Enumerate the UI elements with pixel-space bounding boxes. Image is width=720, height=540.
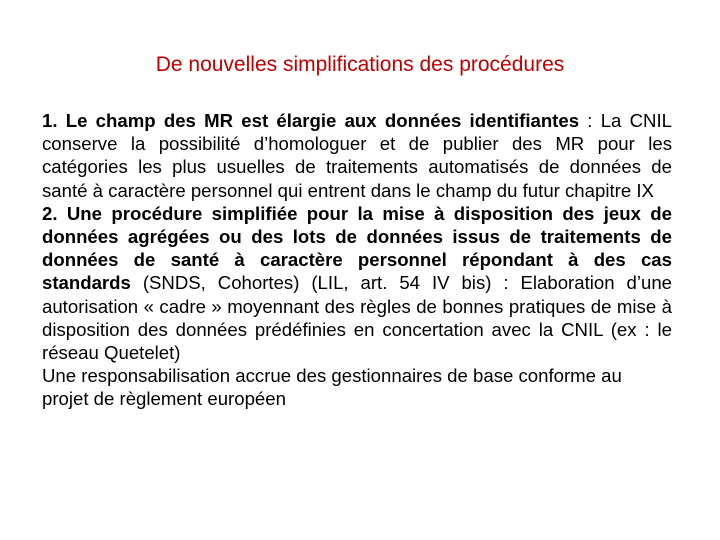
slide-title: De nouvelles simplifications des procédures [155, 53, 565, 76]
item-1-text: : La CNIL conserve la possibilité d’homologuer et de publier des MR pour les catégories les plus usuelles de traitements automatisés de données de santé à caractère personnel qui entrent dans le champ du futur chapitre IX [42, 110, 672, 201]
item-1 [42, 109, 672, 202]
slide-body [42, 109, 672, 411]
item-1-label: 1. Le champ des MR est élargie aux données identifiantes [42, 110, 580, 131]
item-3-text: Une responsabilisation accrue des gestionnaires de base conforme au projet de règlement européen [42, 365, 622, 410]
item-2 [42, 202, 672, 364]
item-2-label: 2. Une procédure simplifiée pour la mise à disposition des jeux de données agrégées ou des lots de données issus de traitements de données de santé à caractère personnel répondant à des cas standards [42, 202, 672, 294]
item-3 [42, 364, 672, 410]
item-2-text: (SNDS, Cohortes) (LIL, art. 54 IV bis) : Elaboration d’une autorisation « cadre » moyennant des règles de bonnes pratiques de mise à disposition des données prédéfinies en concertation avec la CNIL (ex : le réseau Quetelet) [42, 272, 672, 364]
